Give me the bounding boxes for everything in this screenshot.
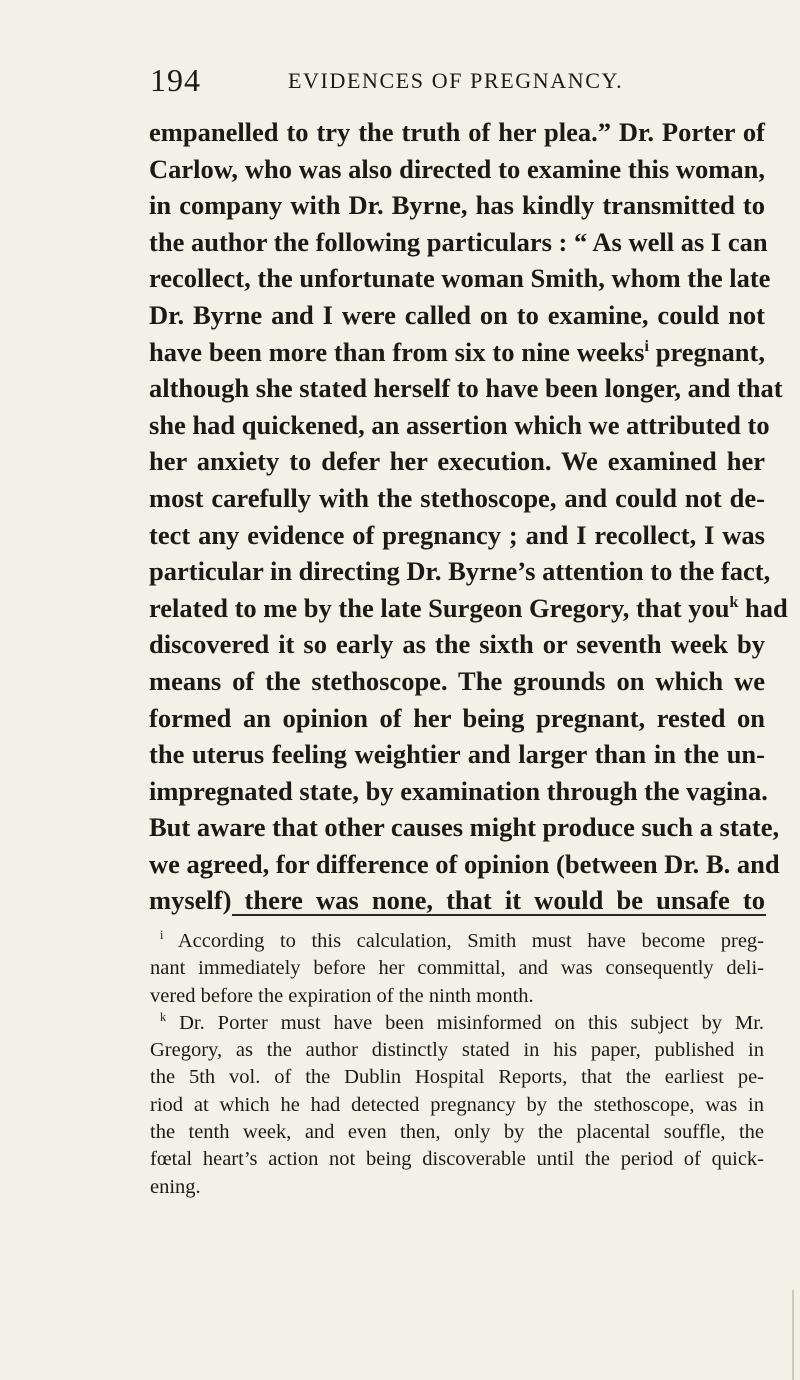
body-line: Carlow, who was also directed to examine this woman, (149, 153, 765, 184)
body-line: formed an opinion of her being pregnant, rested on (149, 702, 765, 733)
footnote-line: the tenth week, and even then, only by the placental souffle, the (150, 1121, 764, 1144)
footnote-mark-i: i (160, 928, 164, 943)
footnote-line (150, 1010, 764, 1037)
body-line-part: had (738, 592, 788, 623)
footnote-mark-k: k (160, 1010, 167, 1025)
body-line: in company with Dr. Byrne, has kindly transmitted to (149, 190, 765, 221)
footnotes (150, 928, 764, 1201)
body-line: we agreed, for difference of opinion (between Dr. B. and (149, 848, 780, 879)
body-line: the uterus feeling weightier and larger than in the un- (149, 739, 765, 770)
body-line: tect any evidence of pregnancy ; and I recollect, I was (149, 519, 765, 550)
page-header (150, 62, 750, 102)
footnote-divider (232, 914, 766, 916)
body-line: the author the following particulars : “ As well as I can (149, 226, 768, 257)
body-line: impregnated state, by examination through the vagina. (149, 775, 768, 806)
body-line: particular in directing Dr. Byrne’s attention to the fact, (149, 556, 771, 587)
body-line: But aware that other causes might produce such a state, (149, 812, 780, 843)
body-line: means of the stethoscope. The grounds on which we (149, 665, 765, 696)
body-line: most carefully with the stethoscope, and could not de- (149, 482, 765, 513)
footnote-line: the 5th vol. of the Dublin Hospital Reports, that the earliest pe- (150, 1066, 764, 1089)
body-line: her anxiety to defer her execution. We examined her (149, 446, 765, 477)
footnote-ref-i: i (644, 337, 649, 355)
body-line: myself) there was none, that it would be unsafe to (149, 885, 765, 916)
footnote-line: Gregory, as the author distinctly stated in his paper, published in (150, 1039, 764, 1062)
footnote-text: According to this calculation, Smith must have become preg- (177, 930, 764, 952)
footnote-line: fœtal heart’s action not being discoverable until the period of quick- (150, 1148, 764, 1171)
body-line: Dr. Byrne and I were called on to examine, could not (149, 299, 765, 330)
body-line: empanelled to try the truth of her plea.” Dr. Porter of (149, 117, 765, 147)
body-line-part: pregnant, (648, 336, 765, 367)
body-text (149, 114, 788, 919)
footnote-line: ening. (150, 1175, 201, 1198)
body-line: recollect, the unfortunate woman Smith, whom the late (149, 263, 771, 294)
page-number: 194 (150, 62, 201, 98)
footnote-text: Dr. Porter must have been misinformed on this subject by Mr. (179, 1011, 765, 1034)
footnote-line: vered before the expiration of the ninth month. (150, 984, 534, 1007)
body-line: she had quickened, an assertion which we attributed to (149, 409, 770, 440)
footnote-line: nant immediately before her committal, and was consequently deli- (150, 957, 764, 980)
footnote-line: riod at which he had detected pregnancy by the stethoscope, was in (150, 1093, 764, 1116)
body-line: discovered it so early as the sixth or seventh week by (149, 629, 765, 660)
body-line: although she stated herself to have been longer, and that (149, 373, 783, 404)
footnote-ref-k: k (729, 593, 739, 611)
body-line-with-footnote-ref (149, 590, 788, 627)
body-line-part: related to me by the late Surgeon Gregory, that you (149, 592, 730, 623)
running-head: EVIDENCES OF PREGNANCY. (288, 68, 624, 93)
body-line-part: have been more than from six to nine weeks (149, 336, 645, 367)
footnote-line (150, 928, 764, 955)
body-line-with-footnote-ref (149, 334, 765, 371)
page-edge-shadow (792, 1290, 794, 1380)
